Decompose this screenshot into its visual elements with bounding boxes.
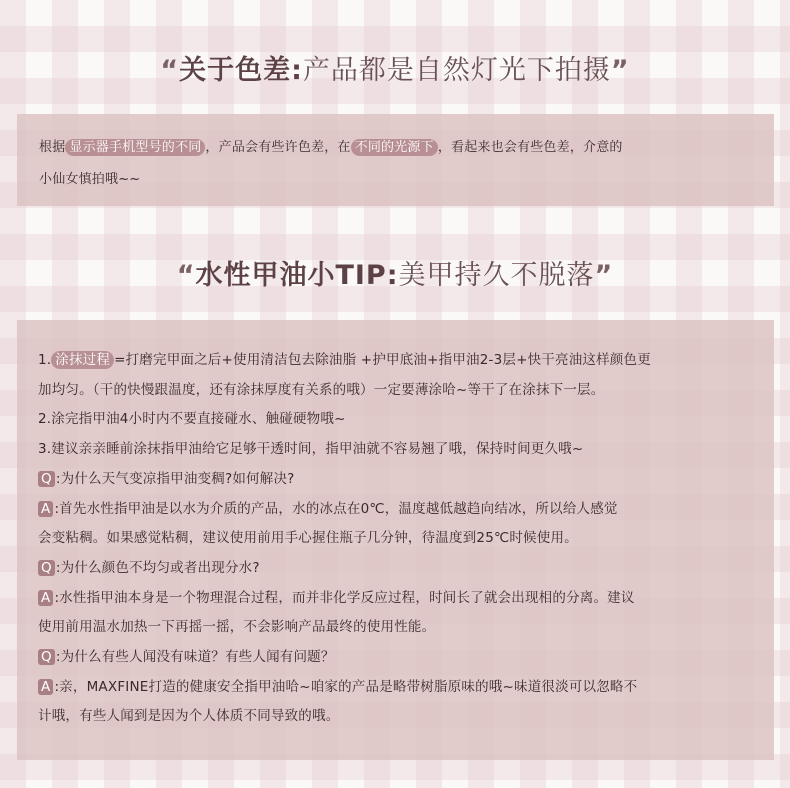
tip-line: 加均匀。（干的快慢跟温度，还有涂抹厚度有关系的哦）一定要薄涂哈~等干了在涂抹下一层。 (38, 381, 605, 398)
answer-line (38, 673, 752, 703)
tips-heading (0, 253, 790, 292)
tip-line (38, 346, 752, 376)
close-quote: ” (610, 55, 630, 86)
notice-line-2: 小仙女慎拍哦~~ (39, 172, 141, 187)
notice-highlight: 不同的光源下 (351, 139, 438, 156)
close-quote: ” (594, 260, 614, 291)
answer-text: :水性指甲油本身是一个物理混合过程，而并非化学反应过程，时间长了就会出现相的分离。建议 (54, 589, 635, 606)
answer-text: :首先水性指甲油是以水为介质的产品，水的冰点在0℃，温度越低越趋向结冰，所以给人感觉 (54, 500, 618, 517)
question-text: :为什么有些人闻没有味道？有些人闻有问题？ (55, 649, 335, 666)
question-text: :为什么天气变凉指甲油变稠?如何解决? (55, 470, 295, 487)
notice-text: 根据 (39, 140, 66, 155)
answer-badge: A (38, 590, 53, 606)
open-quote: “ (176, 260, 196, 291)
notice-text: ，产品会有些许色差，在 (205, 140, 351, 155)
question-line (38, 465, 752, 495)
answer-line: 使用前用温水加热一下再摇一摇，不会影响产品最终的使用性能。 (38, 619, 436, 636)
tip-line: 3.建议亲亲睡前涂抹指甲油给它足够干透时间，指甲油就不容易翘了哦，保持时间更久哦~ (38, 441, 584, 458)
question-line (38, 643, 752, 673)
color-difference-heading (0, 48, 790, 87)
tip-line: 2.涂完指甲油4小时内不要直接碰水、触碰硬物哦~ (38, 411, 346, 428)
heading-rest-text: 产品都是自然灯光下拍摄 (302, 55, 611, 86)
color-difference-notice-panel (17, 114, 774, 206)
answer-badge: A (38, 679, 53, 695)
answer-line (38, 584, 752, 614)
notice-highlight: 显示器手机型号的不同 (65, 139, 205, 156)
open-quote: “ (160, 55, 180, 86)
answer-badge: A (38, 501, 53, 517)
question-badge: Q (38, 649, 55, 665)
tip-text: =打磨完甲面之后+使用清洁包去除油脂 +护甲底油+指甲油2-3层+快干亮油这样颜色更 (114, 352, 651, 368)
answer-line (38, 495, 752, 525)
answer-line: 会变粘稠。如果感觉粘稠，建议使用前用手心握住瓶子几分钟，待温度到25℃时候使用。 (38, 530, 578, 547)
tip-number: 1. (38, 352, 52, 368)
notice-line-1 (39, 132, 752, 164)
tips-panel (17, 320, 774, 760)
question-badge: Q (38, 471, 55, 487)
question-line (38, 554, 752, 584)
question-badge: Q (38, 560, 55, 576)
tip-highlight: 涂抹过程 (51, 351, 114, 369)
heading-bold-text: 关于色差: (179, 55, 303, 86)
notice-text: ，看起来也会有些色差，介意的 (437, 140, 623, 155)
answer-text: :亲，MAXFINE打造的健康安全指甲油哈~咱家的产品是略带树脂原味的哦~味道很淡可以忽略不 (54, 678, 638, 695)
answer-line: 计哦，有些人闻到是因为个人体质不同导致的哦。 (38, 708, 340, 725)
question-text: :为什么颜色不均匀或者出现分水? (55, 559, 260, 576)
heading-rest-text: 美甲持久不脱落 (398, 260, 595, 291)
heading-bold-text: 水性甲油小TIP: (195, 260, 399, 291)
